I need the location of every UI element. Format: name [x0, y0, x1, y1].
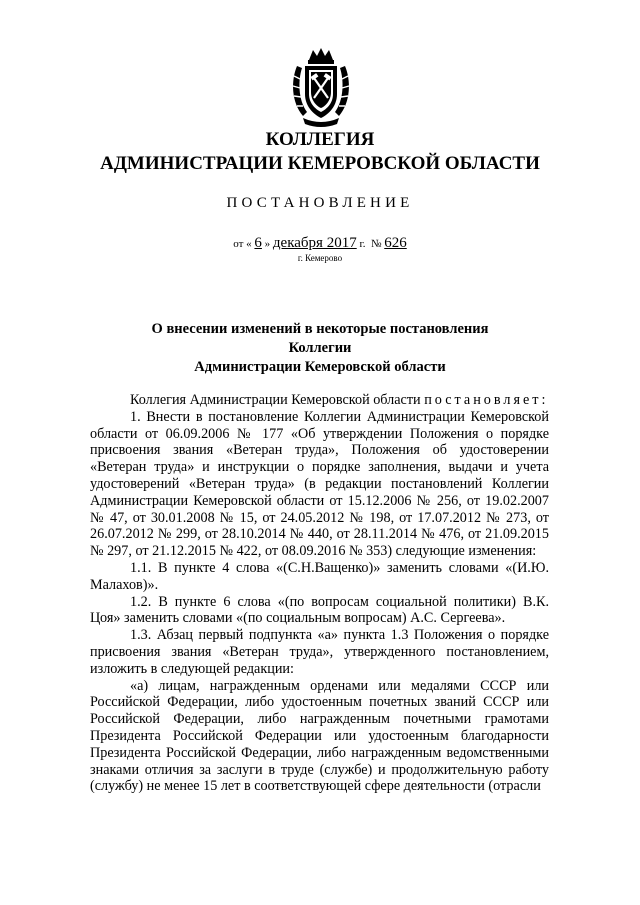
intro-text: Коллегия Администрации Кемеровской области [130, 392, 421, 408]
body-paragraph-1: 1. Внести в постановление Коллегии Администрации Кемеровской области от 06.09.2006 № 177 «Об утверждении Положения о порядке присвоения звания «Ветеран труда», Положения об удостоверении «Ветеран труда» и инструкции о порядке заполнения, выдачи и учета удостоверений «Ветеран труда» (в редакции постановлений Коллегии Администрации Кемеровской области от 15.12.2006 № 256, от 19.02.2007 № 47, от 30.01.2008 № 15, от 24.05.2012 № 198, от 17.07.2012 № 273, от 26.07.2012 № 299, от 28.10.2014 № 440, от 28.11.2014 № 476, от 21.09.2015 № 297, от 21.12.2015 № 422, от 08.09.2016 № 353) следующие изменения: [90, 408, 549, 560]
org-name-line1: КОЛЛЕГИЯ [265, 129, 375, 150]
body-paragraph-intro [90, 392, 549, 409]
intro-resolves: постановляет: [424, 392, 549, 408]
date-year-suffix: г. [359, 238, 366, 250]
document-body [90, 392, 549, 795]
body-paragraph-1-1: 1.1. В пункте 4 слова «(С.Н.Ващенко)» заменить словами «(И.Ю. Малахов)». [90, 559, 549, 593]
document-type-title: ПОСТАНОВЛЕНИЕ [226, 195, 414, 211]
date-from-label: от « [233, 238, 252, 250]
date-day: 6 [254, 235, 262, 251]
date-number-line [0, 236, 640, 251]
subject-line2: Администрации Кемеровской области [194, 359, 446, 375]
number-sign: № [371, 238, 382, 250]
city-label: г. Кемерово [297, 253, 343, 263]
org-name-line2: АДМИНИСТРАЦИИ КЕМЕРОВСКОЙ ОБЛАСТИ [100, 153, 540, 174]
subject-line1: О внесении изменений в некоторые постановления Коллегии [151, 321, 489, 356]
document-number: 626 [384, 235, 407, 251]
body-paragraph-1-2: 1.2. В пункте 6 слова «(по вопросам социальной политики) В.К. Цоя» заменить словами «(по социальным вопросам) А.С. Сергеева». [90, 593, 549, 627]
coat-of-arms-emblem [289, 46, 353, 128]
document-subject [150, 320, 490, 377]
date-quote-close: » [264, 238, 271, 250]
body-paragraph-a: «а) лицам, награжденным орденами или медалями СССР или Российской Федерации, либо удостоенным почетных званий СССР или Российской Федерации, либо награжденным почетными грамотами Президента Российской Федерации или удостоенным благодарности Президента Российской Федерации, либо награжденным ведомственными знаками отличия за заслуги в труде (службе) и продолжительную работу (службу) не менее 15 лет в соответствующей сфере деятельности (отрасли [90, 677, 549, 795]
body-paragraph-1-3: 1.3. Абзац первый подпункта «а» пункта 1.3 Положения о порядке присвоения звания «Ветеран труда», утвержденного постановлением, изложить в следующей редакции: [90, 627, 549, 677]
date-month-year: декабря 2017 [272, 235, 357, 251]
